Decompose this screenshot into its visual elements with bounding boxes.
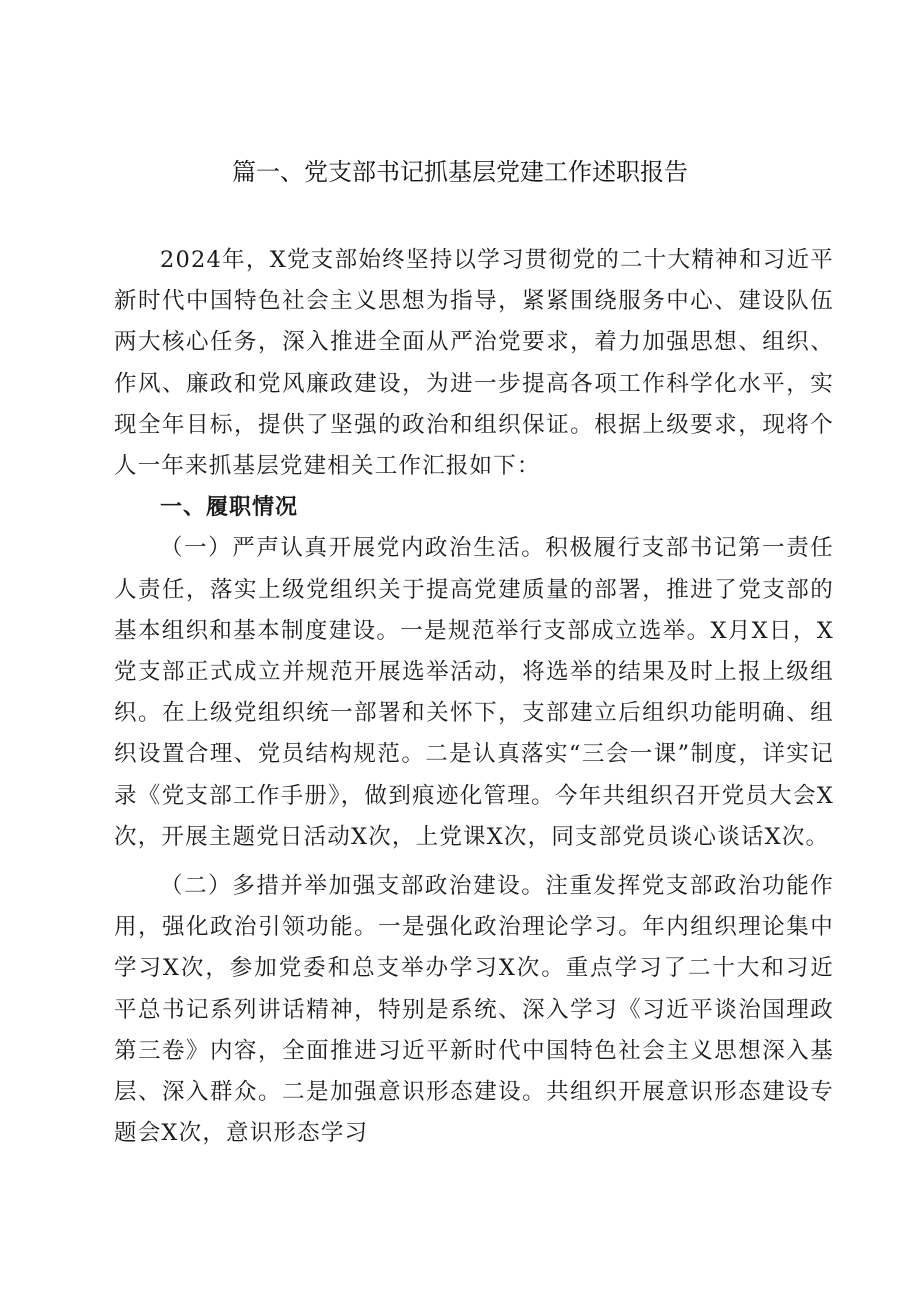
document-body — [114, 240, 834, 1154]
document-title: 篇一、党支部书记抓基层党建工作述职报告 — [232, 158, 688, 186]
paragraph-political-life: （一）严声认真开展党内政治生活。积极履行支部书记第一责任人责任，落实上级党组织关于提高党建质量的部署，推进了党支部的基本组织和基本制度建设。一是规范举行支部成立选举。X月X日，X党支部正式成立并规范开展选举活动，将选举的结果及时上报上级组织。在上级党组织统一部署和关怀下，支部建立后组织功能明确、组织设置合理、党员结构规范。二是认真落实“三会一课”制度，详实记录《党支部工作手册》，做到痕迹化管理。今年共组织召开党员大会X次，开展主题党日活动X次，上党课X次，同支部党员谈心谈话X次。 — [114, 535, 834, 850]
intro-paragraph: 2024年，X党支部始终坚持以学习贯彻党的二十大精神和习近平新时代中国特色社会主义思想为指导，紧紧围绕服务中心、建设队伍两大核心任务，深入推进全面从严治党要求，着力加强思想、组织、作风、廉政和党风廉政建设，为进一步提高各项工作科学化水平，实现全年目标，提供了坚强的政治和组织保证。根据上级要求，现将个人一年来抓基层党建相关工作汇报如下： — [114, 247, 834, 480]
section-heading-performance: 一、履职情况 — [160, 495, 299, 521]
paragraph-political-construction: （二）多措并举加强支部政治建设。注重发挥党支部政治功能作用，强化政治引领功能。一是强化政治理论学习。年内组织理论集中学习X次，参加党委和总支举办学习X次。重点学习了二十大和习近平总书记系列讲话精神，特别是系统、深入学习《习近平谈治国理政第三卷》内容，全面推进习近平新时代中国特色社会主义思想深入基层、深入群众。二是加强意识形态建设。共组织开展意识形态建设专题会X次，意识形态学习 — [114, 873, 834, 1147]
